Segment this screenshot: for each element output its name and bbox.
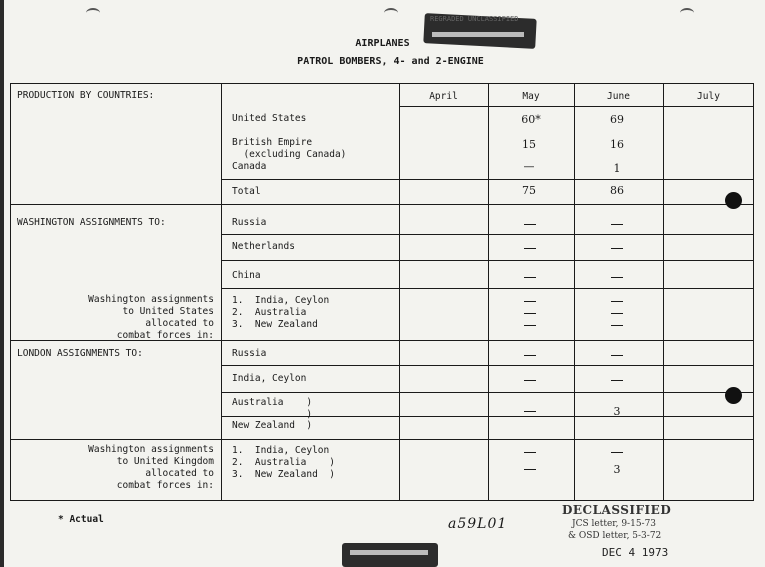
header-rule xyxy=(399,106,754,107)
column-divider xyxy=(221,84,222,500)
cell-us-may: 60* xyxy=(521,113,541,126)
column-header-april: April xyxy=(429,91,458,102)
footnote-actual: * Actual xyxy=(58,514,104,525)
dash-wash-alloc-june-3 xyxy=(611,325,623,326)
dash-lon-alloc-may-1 xyxy=(524,452,536,453)
declassified-stamp-date: DEC 4 1973 xyxy=(602,546,669,559)
row-label-london-australia: Australia ) xyxy=(232,397,313,408)
row-rule xyxy=(221,392,754,393)
total-rule xyxy=(221,179,754,180)
london-section-label: LONDON ASSIGNMENTS TO: xyxy=(17,348,143,359)
row-label-british-empire: British Empire (excluding Canada) xyxy=(232,137,347,160)
dash-wash-china-june xyxy=(611,277,623,278)
redacted-stamp xyxy=(342,543,438,567)
stamp-bar xyxy=(432,32,524,37)
declassified-stamp-line: & OSD letter, 5-3-72 xyxy=(568,531,662,541)
column-header-july: July xyxy=(697,91,720,102)
cell-lon-aus-nz-june: 3 xyxy=(613,405,621,418)
cell-be-may: 15 xyxy=(522,138,536,151)
section-rule xyxy=(10,340,754,341)
dash-lon-india-may xyxy=(524,380,536,381)
dash-lon-russia-may xyxy=(524,355,536,356)
dash-wash-alloc-may-1 xyxy=(524,301,536,302)
row-rule xyxy=(221,365,754,366)
section-rule xyxy=(10,439,754,440)
cell-total-may: 75 xyxy=(522,184,536,197)
cell-canada-may: — xyxy=(523,160,535,173)
cell-us-june: 69 xyxy=(610,113,624,126)
cell-total-june: 86 xyxy=(610,184,624,197)
dash-wash-neth-june xyxy=(611,248,623,249)
dash-wash-alloc-june-2 xyxy=(611,313,623,314)
row-label-london-new-zealand: New Zealand ) xyxy=(232,420,313,431)
binder-hole xyxy=(725,192,742,209)
wash-allocated-items: 1. India, Ceylon 2. Australia 3. New Zealand xyxy=(232,295,330,330)
dash-wash-alloc-may-3 xyxy=(524,325,536,326)
wash-allocated-label: Washington assignments to United States allocated to combat forces in: xyxy=(88,294,214,341)
row-label-london-india: India, Ceylon xyxy=(232,373,307,384)
stamp-text: REGRADED UNCLASSIFIED xyxy=(430,15,519,23)
column-divider xyxy=(574,84,575,500)
cell-canada-june: 1 xyxy=(613,162,621,175)
stamp-bar xyxy=(350,550,428,555)
row-rule xyxy=(221,260,754,261)
dash-lon-india-june xyxy=(611,380,623,381)
document-subtitle: PATROL BOMBERS, 4- and 2-ENGINE xyxy=(297,56,484,67)
column-divider xyxy=(663,84,664,500)
column-divider xyxy=(399,84,400,500)
washington-section-label: WASHINGTON ASSIGNMENTS TO: xyxy=(17,217,166,228)
column-header-may: May xyxy=(522,91,540,102)
cell-be-june: 16 xyxy=(610,138,624,151)
dash-lon-alloc-june-1 xyxy=(611,452,623,453)
row-label-total: Total xyxy=(232,186,261,197)
dash-lon-aus-may xyxy=(524,411,536,412)
column-header-june: June xyxy=(607,91,630,102)
dash-wash-alloc-june-1 xyxy=(611,301,623,302)
row-rule xyxy=(221,234,754,235)
punch-hole-mark xyxy=(384,8,398,18)
row-label-canada: Canada xyxy=(232,161,267,172)
row-rule xyxy=(221,288,754,289)
handwritten-note: a59L01 xyxy=(448,516,508,532)
column-divider xyxy=(488,84,489,500)
dash-wash-russia-june xyxy=(611,224,623,225)
production-section-label: PRODUCTION BY COUNTRIES: xyxy=(17,90,155,101)
row-label-wash-netherlands: Netherlands xyxy=(232,241,295,252)
row-label-wash-russia: Russia xyxy=(232,217,267,228)
declassified-stamp-title: DECLASSIFIED xyxy=(562,503,672,517)
london-allocated-items: 1. India, Ceylon 2. Australia ) 3. New Zealand ) xyxy=(232,445,335,480)
dash-lon-alloc-may-2 xyxy=(524,469,536,470)
dash-wash-neth-may xyxy=(524,248,536,249)
dash-wash-alloc-may-2 xyxy=(524,313,536,314)
row-rule xyxy=(221,416,754,417)
punch-hole-mark xyxy=(86,8,100,18)
punch-hole-mark xyxy=(680,8,694,18)
cell-lon-alloc-june: 3 xyxy=(613,463,621,476)
declassified-stamp-line: JCS letter, 9-15-73 xyxy=(572,519,657,529)
row-label-london-russia: Russia xyxy=(232,348,267,359)
section-rule xyxy=(10,204,754,205)
page-edge xyxy=(0,0,4,567)
binder-hole xyxy=(725,387,742,404)
london-allocated-label: Washington assignments to United Kingdom allocated to combat forces in: xyxy=(88,444,214,491)
dash-lon-russia-june xyxy=(611,355,623,356)
row-label-wash-china: China xyxy=(232,270,261,281)
row-label-united-states: United States xyxy=(232,113,307,124)
dash-wash-china-may xyxy=(524,277,536,278)
document-title: AIRPLANES xyxy=(355,38,410,49)
row-label-london-brace: ) xyxy=(232,409,313,420)
dash-wash-russia-may xyxy=(524,224,536,225)
